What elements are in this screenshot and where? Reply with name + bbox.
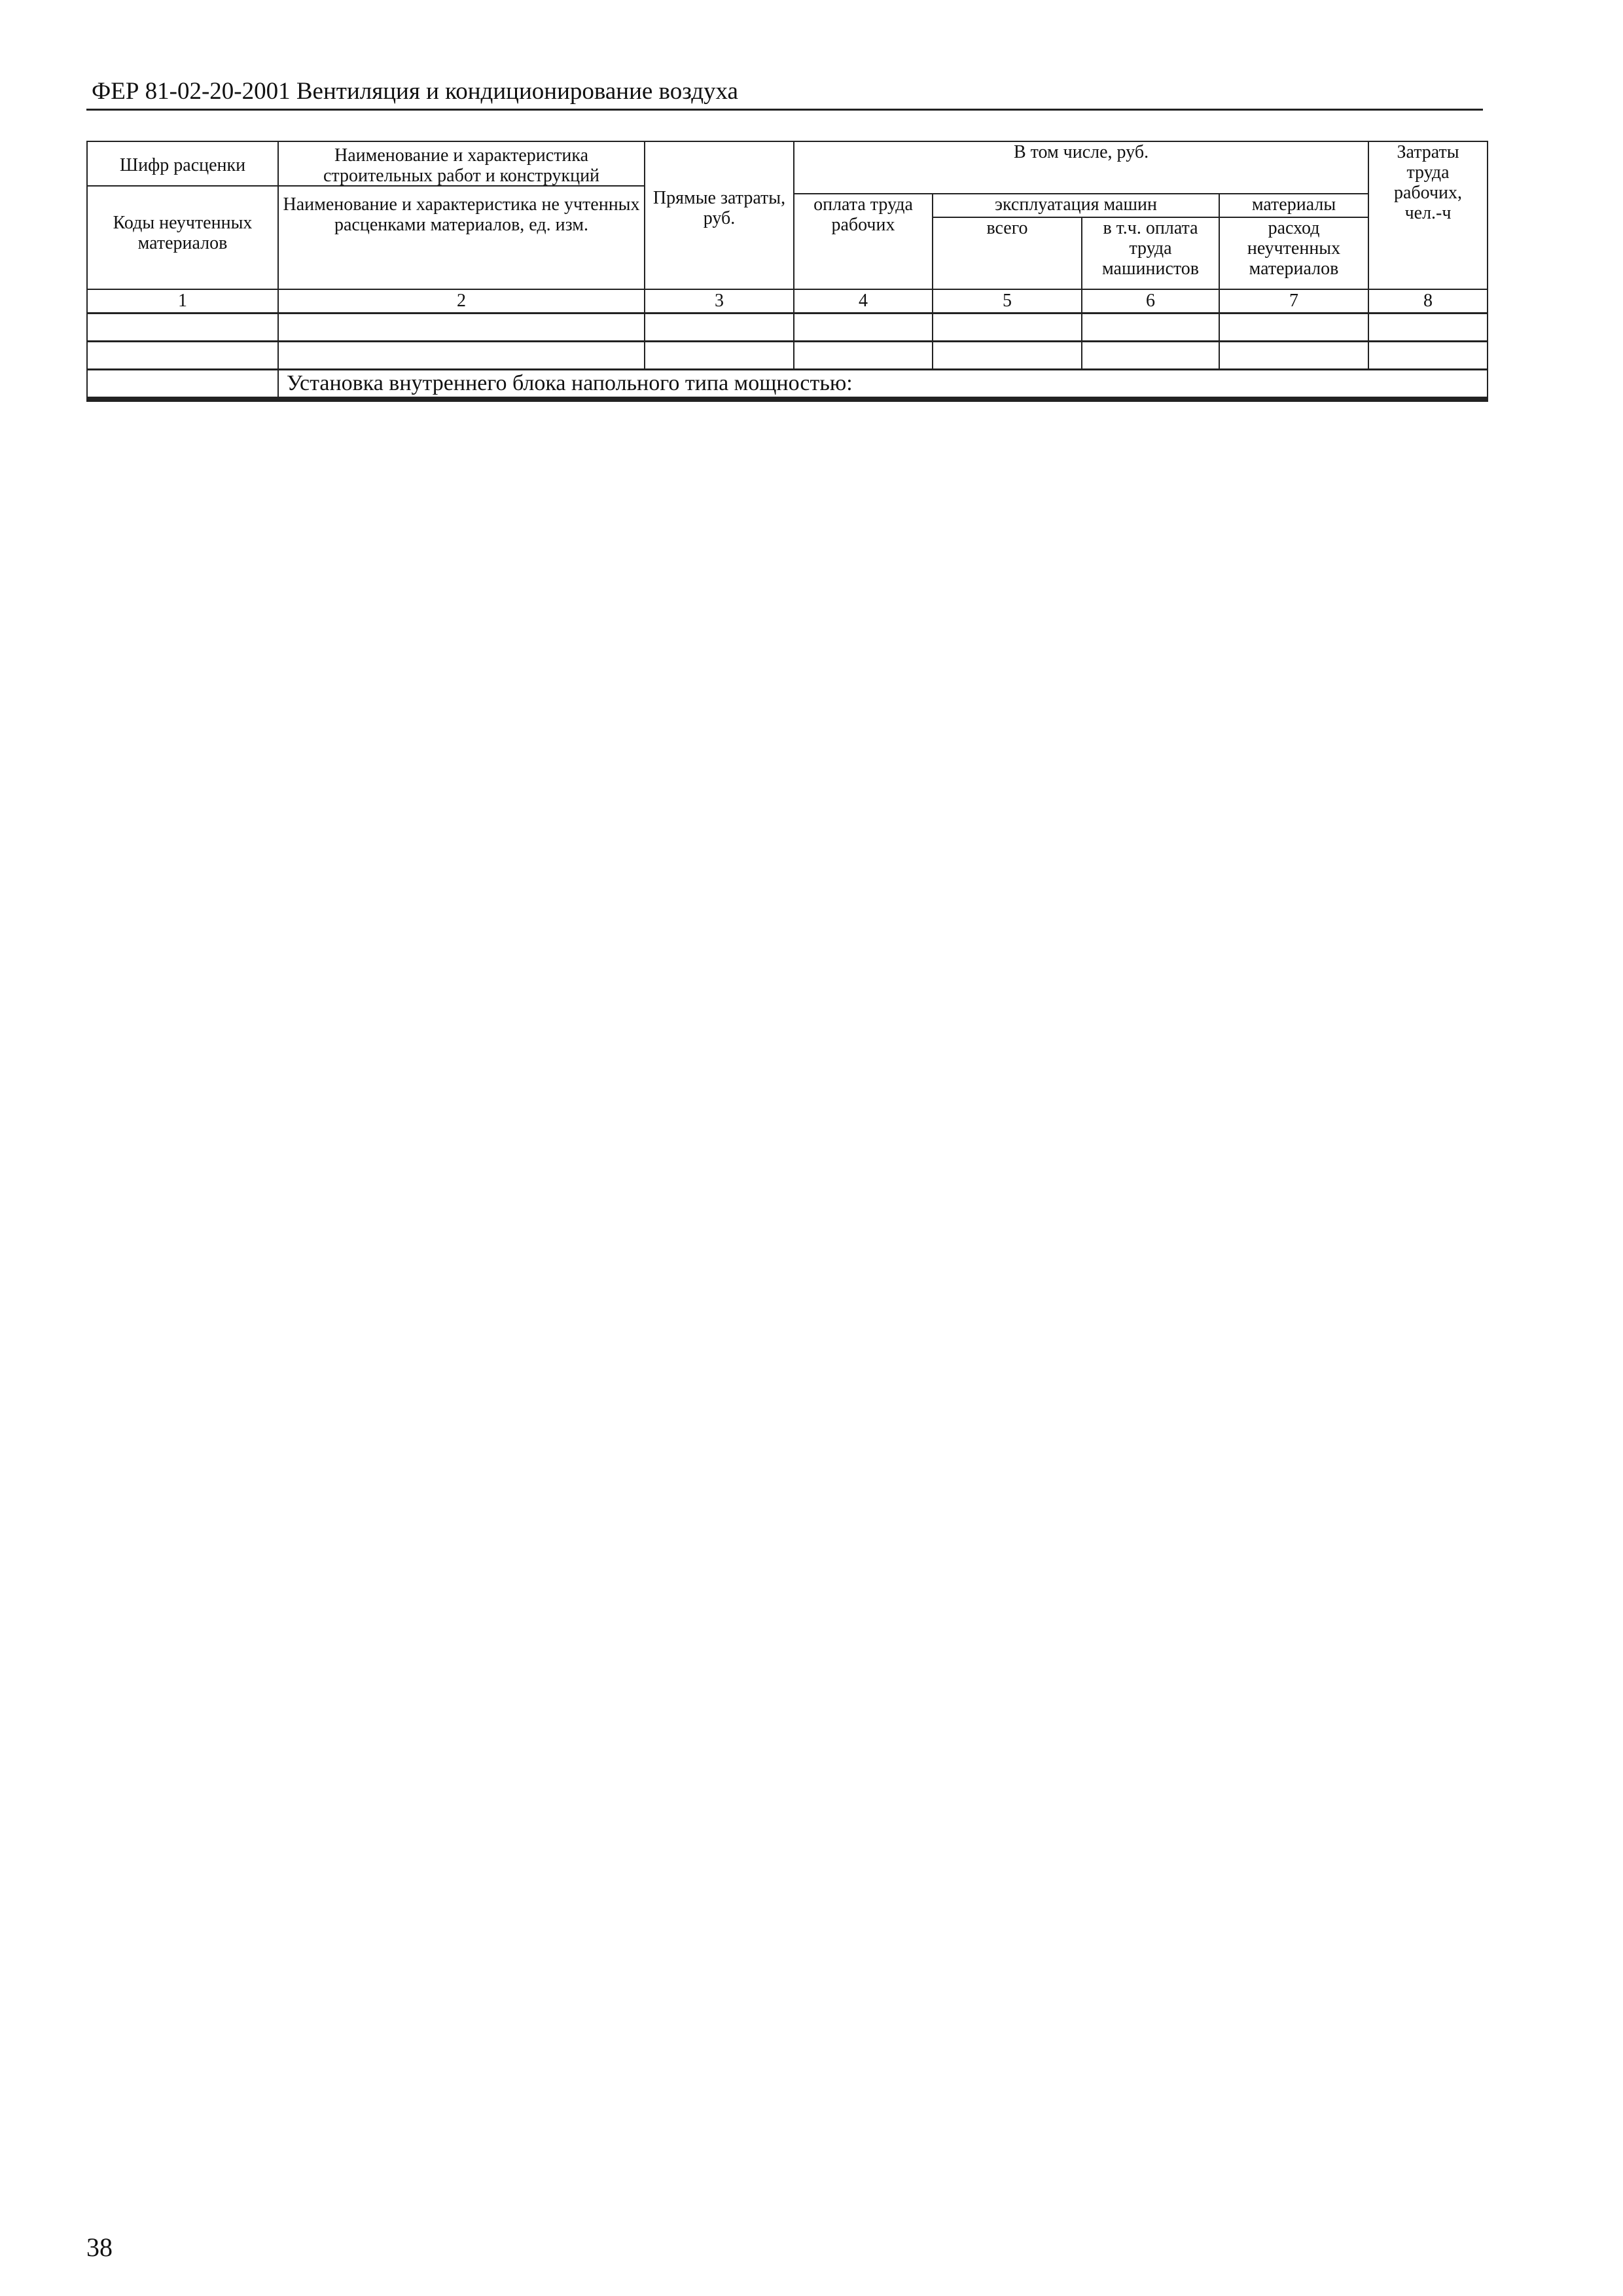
labor-pay [794, 314, 933, 342]
column-number: 2 [278, 289, 645, 314]
column-number: 8 [1368, 289, 1488, 314]
labor-hours [1368, 342, 1488, 370]
section-title: Установка внутреннего блока напольного типа мощностью: [278, 370, 1488, 398]
direct-costs [645, 342, 794, 370]
page-number: 38 [86, 2233, 113, 2262]
machinists-pay [1082, 314, 1219, 342]
machines-total [933, 342, 1082, 370]
rate-group [87, 314, 1488, 342]
rate-name-cell [278, 314, 645, 342]
column-number: 3 [645, 289, 794, 314]
machines-total [933, 314, 1082, 342]
rate-code-cell [87, 342, 278, 370]
machinists-pay [1082, 342, 1219, 370]
rate-name-cell [278, 400, 645, 402]
machinists-pay [1082, 400, 1219, 402]
machines-total [933, 400, 1082, 402]
header-col8: Затраты труда рабочих, чел.-ч [1368, 141, 1488, 289]
header-col7: расход неучтенных материалов [1219, 217, 1368, 289]
rate-group [87, 342, 1488, 370]
rates-body [87, 314, 1488, 402]
header-group-materials: материалы [1219, 194, 1368, 217]
header-col4: оплата труда рабочих [794, 194, 933, 289]
rate-name-cell [278, 342, 645, 370]
materials-value-blank [1225, 314, 1363, 340]
direct-costs [645, 314, 794, 342]
header-col3: Прямые затраты, руб. [645, 141, 794, 289]
header-col1-bottom: Коды неучтенных материалов [113, 213, 253, 253]
header-rule [86, 109, 1483, 111]
header-col6: в т.ч. оплата труда машинистов [1082, 217, 1219, 289]
labor-hours [1368, 400, 1488, 402]
header-group-machines: эксплуатация машин [933, 194, 1219, 217]
rates-table [86, 141, 1488, 402]
materials-consumption-cell [1219, 314, 1368, 342]
header-col2 [278, 141, 645, 289]
section-row [87, 370, 1488, 398]
materials-value-blank [1225, 342, 1363, 368]
direct-costs [645, 400, 794, 402]
rate-group [87, 400, 1488, 402]
column-numbers-row [87, 289, 1488, 314]
column-number: 7 [1219, 289, 1368, 314]
column-number: 5 [933, 289, 1082, 314]
header-col1-top: Шифр расценки [88, 142, 277, 187]
rate-code-cell [87, 314, 278, 342]
materials-consumption-cell [1219, 342, 1368, 370]
column-number: 6 [1082, 289, 1219, 314]
header-row-1 [87, 141, 1488, 194]
labor-pay [794, 342, 933, 370]
header-group-all: В том числе, руб. [794, 141, 1368, 194]
labor-pay [794, 400, 933, 402]
labor-hours [1368, 314, 1488, 342]
header-col2-top: Наименование и характеристика строительных работ и конструкций [279, 142, 644, 187]
rate-code-cell [87, 400, 278, 402]
document-header-title: ФЕР 81-02-20-2001 Вентиляция и кондиционирование воздуха [92, 78, 738, 105]
header-col1 [87, 141, 278, 289]
column-number: 1 [87, 289, 278, 314]
header-col5: всего [933, 217, 1082, 289]
column-number: 4 [794, 289, 933, 314]
section-blank-cell [87, 370, 278, 398]
header-col2-bottom: Наименование и характеристика не учтенных расценками материалов, ед. изм. [283, 194, 640, 235]
materials-consumption-cell [1219, 400, 1368, 402]
